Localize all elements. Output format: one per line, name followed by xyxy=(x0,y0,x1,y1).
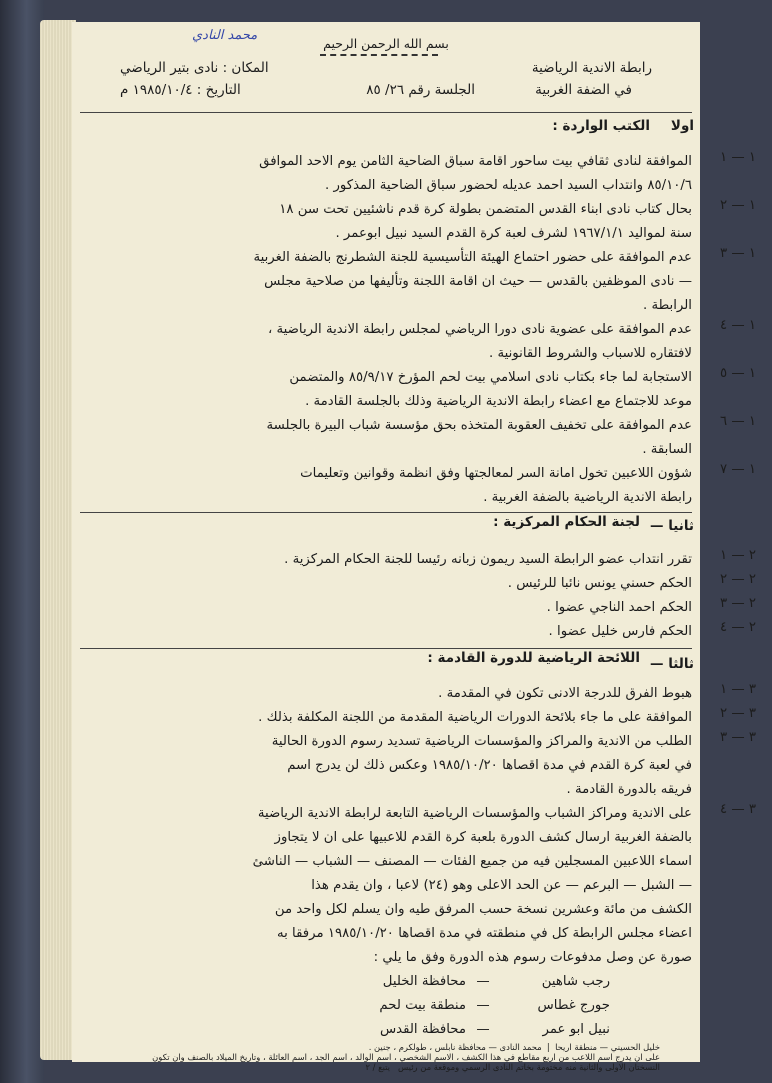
item-number: ١ — ٤ xyxy=(719,318,757,333)
org-name-line1: رابطة الاندية الرياضية xyxy=(531,60,652,76)
item-line: السابقة . xyxy=(642,442,692,457)
item-line: الحكم حسني يونس نائبا للرئيس . xyxy=(507,576,692,591)
region-dash: — xyxy=(476,974,490,989)
closing-line: النسختان الاولى والثانية منه مختومة بخاتم النادى الرسمي وموقعة من رئيس xyxy=(398,1062,660,1072)
item-number: ٣ — ١ xyxy=(719,682,757,697)
item-line: الموافقة لنادى ثقافي بيت ساحور اقامة سباق الضاحية الثامن يوم الاحد الموافق xyxy=(259,154,692,169)
meeting-place: المكان : نادى بتير الرياضي xyxy=(120,60,269,76)
bottom-block xyxy=(72,22,700,1062)
region-person: رجب شاهين xyxy=(541,974,610,989)
item-line: في لعبة كرة القدم في مدة اقصاها ١٩٨٥/١٠/٢٠ وعكس ذلك لن يدرج اسم xyxy=(287,758,692,773)
item-line: عدم الموافقة على عضوية نادى دورا الرياضي لمجلس رابطة الاندية الرياضية ، xyxy=(267,322,692,337)
org-name-line2: في الضفة الغربية xyxy=(535,82,632,98)
item-line: رابطة الاندية الرياضية بالضفة الغربية . xyxy=(483,490,692,505)
book-binding xyxy=(0,0,44,1083)
section-2-title: لجنة الحكام المركزية : xyxy=(493,514,640,530)
item-line: الرابطة . xyxy=(643,298,692,313)
region-area: محافظة القدس xyxy=(379,1022,466,1037)
item-line: تقرر انتداب عضو الرابطة السيد ريمون زبانه رئيسا للجنة الحكام المركزية . xyxy=(284,552,692,567)
item-number: ٢ — ١ xyxy=(719,548,757,563)
session-number: الجلسة رقم ٢٦/ ٨٥ xyxy=(366,82,475,98)
item-number: ١ — ٦ xyxy=(719,414,757,429)
section-2-ordinal: ثانيا — xyxy=(650,518,694,534)
region-area: محافظة الخليل xyxy=(382,974,466,989)
item-line: — نادى الموظفين بالقدس — حيث ان اقامة اللجنة وتأليفها من صلاحية مجلس xyxy=(264,274,692,289)
item-line: الحكم احمد الناجي عضوا . xyxy=(546,600,692,615)
basmala: بسم الله الرحمن الرحيم xyxy=(323,36,449,51)
item-number: ٢ — ٢ xyxy=(719,572,757,587)
item-line: ٨٥/١٠/٦ وانتداب السيد احمد عديله لحضور سباق الضاحية المذكور . xyxy=(325,178,692,193)
item-number: ١ — ٢ xyxy=(719,198,757,213)
item-number: ١ — ٧ xyxy=(719,462,757,477)
page-edges xyxy=(40,20,76,1060)
item-line: عدم الموافقة على حضور احتماع الهيئة التأسيسية للجنة الشطرنج بالضفة الغربية xyxy=(253,250,692,265)
region-area: منطقة بيت لحم xyxy=(379,998,466,1013)
item-line: هبوط الفرق للدرجة الادنى تكون في المقدمة . xyxy=(438,686,692,701)
item-line: اسماء اللاعبين المسجلين فيه من جميع الفئات — المصنف — الشباب — الناشئ xyxy=(252,854,692,869)
item-number: ١ — ٣ xyxy=(719,246,757,261)
meeting-date: التاريخ : ١٩٨٥/١٠/٤ م xyxy=(120,82,241,98)
region-area: منطقة اريحا xyxy=(555,1042,598,1052)
closing-line: على ان يدرج اسم اللاعب من اربع مقاطع في هذا الكشف ، الاسم الشخصي ، xyxy=(394,1052,660,1062)
item-line: سنة لمواليد ١٩٦٧/١/١ لشرف لعبة كرة القدم السيد نبيل ابوعمر . xyxy=(335,226,692,241)
region-person: نبيل ابو عمر xyxy=(542,1022,610,1037)
section-3-ordinal: ثالثا — xyxy=(650,656,694,672)
item-line: الحكم فارس خليل عضوا . xyxy=(548,624,692,639)
item-line: — الشبل — البرعم — عن الحد الاعلى وهو (٢٤) لاعبا ، وان يقدم هذا xyxy=(311,878,692,893)
handwritten-note: محمد النادي xyxy=(192,28,258,43)
item-line: بحال كتاب نادى ابناء القدس المتضمن بطولة كرة قدم ناشئيين تحت سن ١٨ xyxy=(279,202,692,217)
item-line: موعد للاجتماع مع اعضاء رابطة الاندية الرياضية وذلك بالجلسة القادمة . xyxy=(305,394,692,409)
item-line: فريقه بالدورة القادمة . xyxy=(566,782,692,797)
item-number: ٣ — ٢ xyxy=(719,706,757,721)
section-3-title: اللائحة الرياضية للدورة القادمة : xyxy=(427,650,640,666)
item-line: اعضاء مجلس الرابطة كل في منطقته في مدة اقصاها ١٩٨٥/١٠/٢٠ مرفقا به xyxy=(276,926,692,941)
item-number: ١ — ٥ xyxy=(719,366,757,381)
item-line: صورة عن وصل مدفوعات رسوم هذه الدورة وفق ما يلي : xyxy=(373,950,692,965)
region-person: محمد النادى xyxy=(499,1042,542,1052)
footer-note: يتبع / ٢ xyxy=(365,1062,390,1072)
item-number: ٣ — ٣ xyxy=(719,730,757,745)
item-line: بالضفة الغربية ارسال كشف الدورة بلعبة كرة القدم للاعبيها على ان لا يتجاوز xyxy=(274,830,692,845)
item-line: لافتقاره للاسباب والشروط القانونية . xyxy=(489,346,692,361)
closing-block: خليل الحسيني — منطقة اريحا | محمد النادى — محافظة نابلس ، طولكرم ، جنين . على ان يدرج اسم اللاعب من اربع مقاطع في هذا الكشف ، الاسم الشخصي ، اسم الوالد ، اسم الجد ، اسم العائلة ، وتاريخ الميلاد بالصنف وان تكون النسختان الاولى والثانية منه مختومة بخاتم النادى الرسمي وموقعة من رئيس يتبع / ٢ xyxy=(152,1042,660,1072)
region-area: محافظة نابلس ، طولكرم ، جنين . xyxy=(368,1042,486,1052)
region-person: خليل الحسيني xyxy=(610,1042,660,1052)
region-person: جورج غطاس xyxy=(537,998,610,1013)
item-line: عدم الموافقة على تخفيف العقوبة المتخذه بحق مؤسسة شباب البيرة بالجلسة xyxy=(266,418,692,433)
closing-line: اسم الوالد ، اسم الجد ، اسم العائلة ، وتاريخ الميلاد بالصنف وان تكون xyxy=(152,1052,392,1062)
item-number: ٣ — ٤ xyxy=(719,802,757,817)
item-number: ٢ — ٣ xyxy=(719,596,757,611)
section-1-ordinal: اولا xyxy=(670,118,694,134)
item-line: الموافقة على ما جاء بلائحة الدورات الرياضية المقدمة من اللجنة المكلفة بذلك . xyxy=(258,710,692,725)
item-number: ١ — ١ xyxy=(719,150,757,165)
item-line: على الاندية ومراكز الشباب والمؤسسات الرياضية التابعة لرابطة الاندية الرياضية xyxy=(257,806,692,821)
region-dash: — xyxy=(476,998,490,1013)
item-line: شؤون اللاعبين تخول امانة السر لمعالجتها وفق انظمة وقوانين وتعليمات xyxy=(300,466,692,481)
region-dash: — xyxy=(476,1022,490,1037)
section-1-title: الكتب الواردة : xyxy=(552,118,650,134)
item-line: الكشف من مائة وعشرين نسخة حسب المرفق طيه وان يسلم لكل واحد من xyxy=(274,902,692,917)
item-line: الطلب من الاندية والمراكز والمؤسسات الرياضية تسديد رسوم الدورة الحالية xyxy=(271,734,692,749)
item-line: الاستجابة لما جاء بكتاب نادى اسلامي بيت لحم المؤرخ ٨٥/٩/١٧ والمتضمن xyxy=(289,370,692,385)
item-number: ٢ — ٤ xyxy=(719,620,757,635)
